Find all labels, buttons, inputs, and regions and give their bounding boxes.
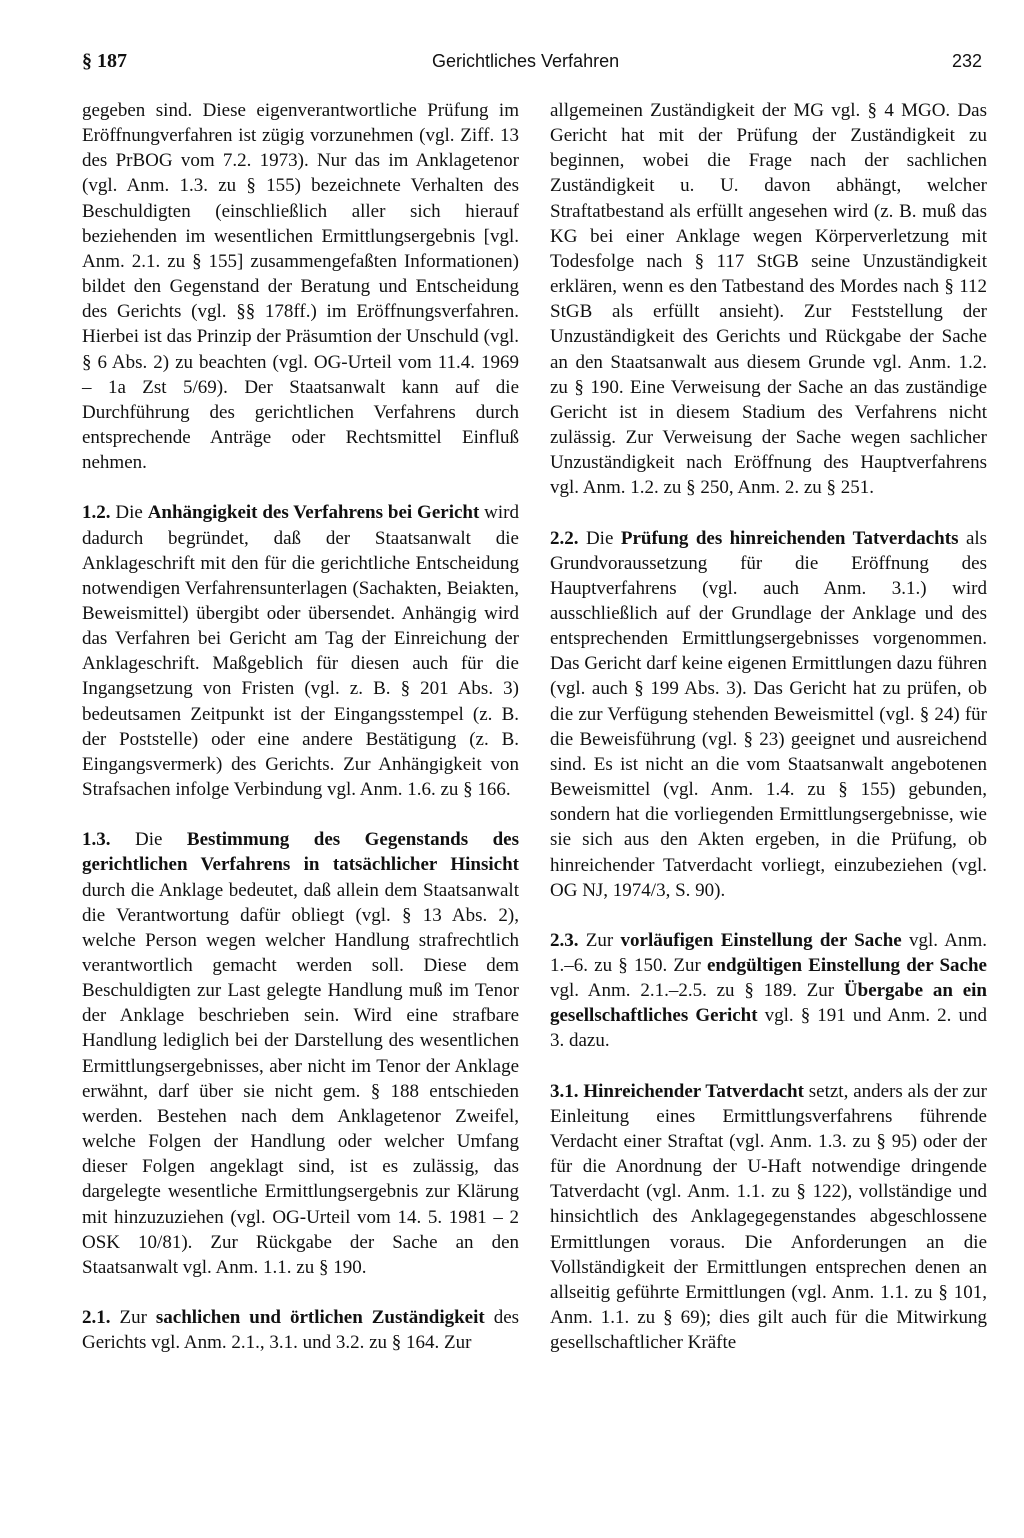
paragraph-2-2: [550, 526, 987, 903]
paragraph-text: als Grundvoraussetzung für die Eröffnung des Hauptverfahrens (vgl. auch Anm. 3.1.) wird ausschließlich auf der Grundlage der Anklage und des entsprechenden Ermittlungsergebnisses vorgenommen. Das Gericht darf keine eigenen Ermittlungen dazu führen (vgl. auch § 199 Abs. 3). Das Gericht hat zu prüfen, ob die zur Verfügung stehenden Beweismittel (vgl. § 24) für die Beweisführung (vgl. § 23) geeignet und ausreichend sind. Es ist nicht an die vom Staatsanwalt angebotenen Beweismittel (vgl. Anm. 1.4. zu § 155) gebunden, sondern hat die vorliegenden Ermittlungsergebnisse, wie sie sich aus den Akten ergeben, in die Prüfung, ob hinreichender Tatverdacht vorliegt, einzubeziehen (vgl. OG NJ, 1974/3, S. 90).: [550, 527, 988, 901]
paragraph-heading: endgültigen Einstellung der Sache: [707, 955, 987, 976]
paragraph-heading: Übergabe an ein gesellschaftliches Gericht: [550, 980, 987, 1027]
paragraph-text: Die: [115, 502, 143, 524]
paragraph-text: Zur: [119, 1307, 147, 1329]
running-title: Gerichtliches Verfahren: [432, 51, 620, 71]
paragraph-text: vgl. Anm. 1.–6. zu § 150. Zur: [550, 929, 988, 976]
section-number: § 187: [82, 50, 127, 72]
paragraph-heading: Hinreichender Tatverdacht: [583, 1080, 804, 1102]
paragraph-number: 2.1.: [82, 1307, 111, 1329]
paragraph-text: Die: [134, 829, 163, 851]
paragraph-text: gegeben sind. Diese eigenverantwortliche Prüfung im Eröffnungverfahren ist zügig vorzunehmen (vgl. Ziff. 13 des PrBOG vom 7.2. 1973). Nur das im Anklagetenor (vgl. Anm. 1.3. zu § 155) bezeichnete Verhalten des Beschuldigten (einschließlich aller sich hierauf beziehenden im wesentlichen Ermittlungsergebnis [vgl. Anm. 2.1. zu § 155] zusammengefaßten Informationen) bildet den Gegenstand der Beratung und Entscheidung des Gerichts (vgl. §§ 178ff.) im Eröffnungsverfahren. Hierbei ist das Prinzip der Präsumtion der Unschuld (vgl. § 6 Abs. 2) zu beachten (vgl. OG-Urteil vom 11.4. 1969 – 1a Zst 5/69). Der Staatsanwalt kann auf die Durchführung des gerichtlichen Verfahrens durch entsprechende Anträge oder Rechtsmittel Einfluß nehmen.: [82, 100, 519, 474]
paragraph-1-2: [82, 500, 519, 802]
paragraph-text: des Gerichts vgl. Anm. 2.1., 3.1. und 3.2. zu § 164. Zur: [82, 1307, 520, 1354]
paragraph-3-1: [550, 1079, 987, 1356]
page-number: 232: [952, 51, 983, 71]
paragraph-continuation: [82, 98, 519, 475]
paragraph-number: 2.2.: [550, 527, 579, 549]
paragraph-text: Zur: [585, 929, 614, 951]
paragraph-1-3: [82, 827, 519, 1280]
paragraph-heading: Prüfung des hinreichenden Tatverdachts: [620, 527, 959, 549]
paragraph-continuation: [550, 98, 987, 501]
paragraph-2-1: [82, 1305, 519, 1355]
paragraph-text: vgl. Anm. 2.1.–2.5. zu § 189. Zur: [550, 980, 835, 1002]
paragraph-number: 1.2.: [82, 502, 111, 524]
paragraph-text: Die: [585, 527, 614, 549]
paragraph-text: allgemeinen Zuständigkeit der MG vgl. § 4 MGO. Das Gericht hat mit der Prüfung der Zuständigkeit zu beginnen, wobei die Frage nach der sachlichen Zuständigkeit u. U. davon abhängt, welcher Straftatbestand als erfüllt angesehen wird (z. B. muß das KG bei einer Anklage wegen Körperverletzung mit Todesfolge nach § 117 StGB seine Unzuständigkeit erklären, wenn es den Tatbestand des Mordes nach § 112 StGB als erfüllt ansieht). Zur Feststellung der Unzuständigkeit des Gerichts und Rückgabe der Sache an den Staatsanwalt aus diesem Grunde vgl. Anm. 1.2. zu § 190. Eine Verweisung der Sache an das zuständige Gericht ist in diesem Stadium des Verfahrens nicht zulässig. Zur Verweisung der Sache wegen sachlicher Unzuständigkeit nach Eröffnung des Hauptverfahrens vgl. Anm. 1.2. zu § 250, Anm. 2. zu § 251.: [550, 100, 987, 499]
paragraph-text: vgl. § 191 und Anm. 2. und 3. dazu.: [550, 1005, 987, 1052]
paragraph-text: setzt, anders als der zur Einleitung eines Ermittlungsverfahrens führende Verdacht einer Straftat (vgl. Anm. 1.3. zu § 95) oder der für die Anordnung der U-Haft notwendige dringende Tatverdacht (vgl. Anm. 1.1. zu § 122), vollständige und hinsichtlich des Anklagegegenstandes abgeschlossene Ermittlungen voraus. Die Anforderungen an die Vollständigkeit der Ermittlungen entsprechen denen an allseitig geführte Ermittlungen (vgl. Anm. 1.1. zu § 101, Anm. 1.1. zu § 69); dies gilt auch für die Mitwirkung gesellschaftlicher Kräfte: [550, 1080, 987, 1354]
paragraph-heading: vorläufigen Einstellung der Sache: [620, 929, 902, 951]
paragraph-heading: Anhängigkeit des Verfahrens bei Gericht: [147, 502, 480, 524]
paragraph-number: 2.3.: [550, 929, 579, 951]
paragraph-2-3: [550, 928, 987, 1054]
right-column: [550, 98, 987, 1355]
paragraph-number: 1.3.: [82, 829, 111, 851]
left-column: [82, 98, 519, 1355]
paragraph-heading: Bestimmung des Gegenstands des gerichtlichen Verfahrens in tatsächlicher Hinsicht: [82, 829, 519, 876]
paragraph-heading: sachlichen und örtlichen Zuständigkeit: [155, 1307, 485, 1329]
paragraph-text: wird dadurch begründet, daß der Staatsanwalt die Anklageschrift mit den für die gerichtliche Entscheidung notwendigen Verfahrensunterlagen (Sachakten, Beiakten, Beweismittel) übergibt oder übersendet. Anhängig wird das Verfahren bei Gericht am Tag der Einreichung der Anklageschrift. Maßgeblich für diesen auch für die Ingangsetzung von Fristen (vgl. z. B. § 201 Abs. 3) bedeutsamen Zeitpunkt ist der Eingangsstempel (z. B. der Poststelle) oder eine andere Bestätigung (z. B. Eingangsvermerk) des Gerichts. Zur Anhängigkeit von Strafsachen infolge Verbindung vgl. Anm. 1.6. zu § 166.: [82, 502, 519, 801]
paragraph-text: durch die Anklage bedeutet, daß allein dem Staatsanwalt die Verantwortung dafür obliegt (vgl. § 13 Abs. 2), welche Person wegen welcher Handlung strafrechtlich verantwortlich gemacht werden soll. Diese dem Beschuldigten zur Last gelegte Handlung muß im Tenor der Anklage beschrieben sein. Wird eine strafbare Handlung lediglich bei der Darstellung des wesentlichen Ermittlungsergebnisses, aber nicht im Tenor der Anklage erwähnt, darf über sie nicht gem. § 188 entschieden werden. Bestehen nach dem Anklagetenor Zweifel, welche Folgen der Handlung oder welcher Umfang dieser Folgen angeklagt sind, ist es zulässig, das dargelegte wesentliche Ermittlungsergebnis zur Klärung mit hinzuzuziehen (vgl. OG-Urteil vom 14. 5. 1981 – 2 OSK 10/81). Zur Rückgabe der Sache an den Staatsanwalt vgl. Anm. 1.1. zu § 190.: [82, 879, 519, 1278]
paragraph-number: 3.1.: [550, 1080, 579, 1102]
